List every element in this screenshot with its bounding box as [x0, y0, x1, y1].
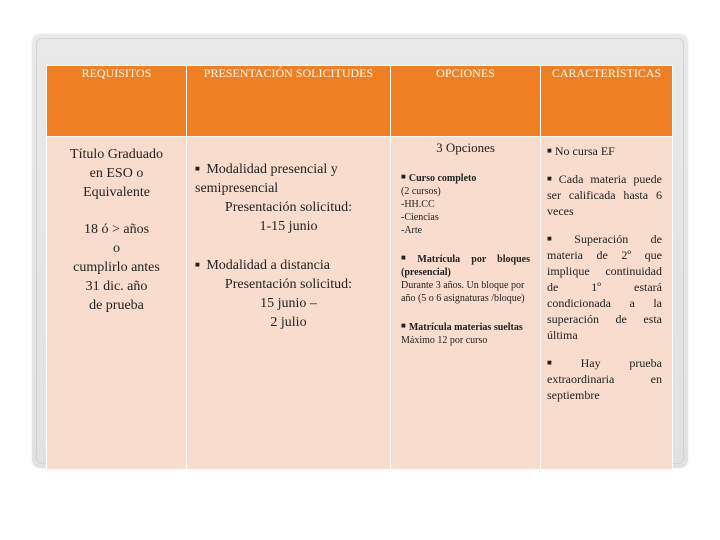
req-line: Equivalente	[83, 185, 150, 200]
req-line: cumplirlo antes	[73, 260, 160, 275]
modalidad-presencial: ■ Modalidad presencial y	[195, 162, 338, 177]
square-bullet-icon: ■	[401, 321, 406, 330]
square-bullet-icon: ■	[547, 146, 552, 155]
header-presentacion: PRESENTACIÓN SOLICITUDES	[187, 66, 391, 137]
square-bullet-icon: ■	[401, 172, 406, 181]
req-line: 18 ó > años	[83, 222, 150, 237]
caracteristica-item: ■ Cada materia puede ser calificada hasta 6 veces	[547, 172, 662, 218]
cell-opciones	[391, 137, 541, 470]
square-bullet-icon: ■	[401, 253, 415, 262]
header-row	[47, 66, 673, 137]
caracteristica-item: ■ No cursa EF	[547, 144, 615, 158]
opcion-materias-sueltas: ■ Matrícula materias sueltas Máximo 12 por curso	[401, 321, 523, 346]
header-opciones: OPCIONES	[391, 66, 541, 137]
cell-caracteristicas	[541, 137, 673, 470]
square-bullet-icon: ■	[547, 174, 556, 183]
requirements-table	[46, 65, 673, 470]
caracteristica-item: ■ Hay prueba extraordinaria en septiembre	[547, 356, 662, 402]
cell-presentacion: ■ Modalidad presencial y semipresencial Presentación solicitud: 1-15 junio ■ Modalidad a distancia Presentación solicitud: 15 junio – 2 julio	[187, 137, 391, 470]
cell-requisitos	[47, 137, 187, 470]
opcion-curso-completo: ■ Curso completo (2 cursos) -HH.CC -Ciencias -Arte	[401, 172, 477, 236]
opcion-bloques: ■ Matrícula por bloques (presencial) Durante 3 años. Un bloque por año (5 o 6 asignaturas /bloque)	[401, 253, 530, 304]
req-line: 31 dic. año	[85, 279, 148, 294]
req-line: Título Graduado	[70, 147, 163, 162]
modalidad-distancia: ■ Modalidad a distancia	[195, 258, 330, 273]
req-line: de prueba	[89, 298, 144, 313]
body-row	[47, 137, 673, 470]
square-bullet-icon: ■	[195, 260, 200, 269]
caracteristica-item: ■ Superación de materia de 2º que implique continuidad de 1º estará condicionada a la superación de esta última	[547, 232, 662, 342]
opciones-count: 3 Opciones	[436, 140, 495, 155]
header-caracteristicas: CARACTERÍSTICAS	[541, 66, 673, 137]
square-bullet-icon: ■	[195, 164, 200, 173]
header-requisitos: REQUISITOS	[47, 66, 187, 137]
square-bullet-icon: ■	[547, 358, 578, 367]
req-line: o	[113, 241, 120, 256]
req-line: en ESO o	[89, 166, 144, 181]
square-bullet-icon: ■	[547, 234, 572, 243]
